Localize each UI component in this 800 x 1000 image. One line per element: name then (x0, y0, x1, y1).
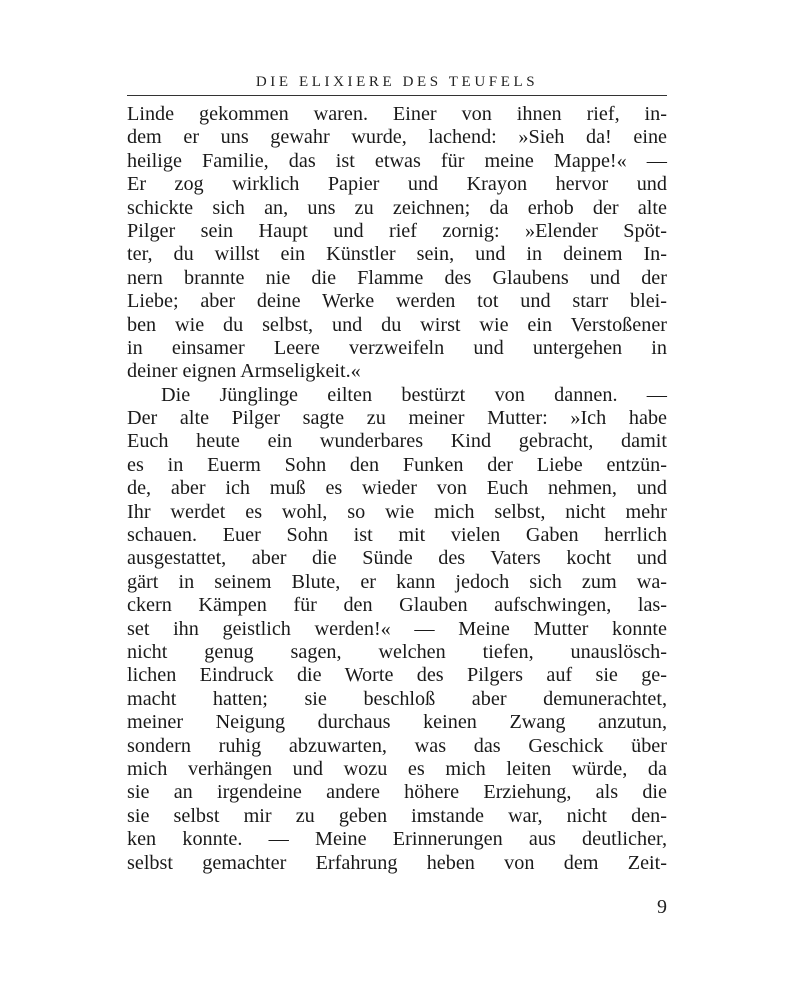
text-line: schickte sich an, uns zu zeichnen; da erhob der alte (127, 196, 667, 219)
text-line: selbst gemachter Erfahrung heben von dem Zeit- (127, 851, 667, 874)
text-line: gärt in seinem Blute, er kann jedoch sich zum wa- (127, 570, 667, 593)
text-line: schauen. Euer Sohn ist mit vielen Gaben herrlich (127, 524, 667, 547)
text-line: dem er uns gewahr wurde, lachend: »Sieh da! eine (127, 126, 667, 149)
text-line: macht hatten; sie beschloß aber demunerachtet, (127, 687, 667, 710)
paragraph-end-line: deiner eignen Armseligkeit.« (127, 360, 361, 383)
text-line: Der alte Pilger sagte zu meiner Mutter: »Ich habe (127, 407, 667, 430)
text-line: Liebe; aber deine Werke werden tot und starr blei- (127, 290, 667, 313)
text-line: nern brannte nie die Flamme des Glaubens und der (127, 266, 667, 289)
text-line: Er zog wirklich Papier und Krayon hervor und (127, 173, 667, 196)
text-line: ken konnte. — Meine Erinnerungen aus deutlicher, (127, 828, 667, 851)
text-line: set ihn geistlich werden!« — Meine Mutter konnte (127, 617, 667, 640)
text-line: sie selbst mir zu geben imstande war, nicht den- (127, 804, 667, 827)
text-line: meiner Neigung durchaus keinen Zwang anzutun, (127, 711, 667, 734)
text-line: ckern Kämpen für den Glauben aufschwingen, las- (127, 594, 667, 617)
text-line: ter, du willst ein Künstler sein, und in deinem In- (127, 243, 667, 266)
text-line: sie an irgendeine andere höhere Erziehung, als die (127, 781, 667, 804)
page-number: 9 (657, 896, 667, 918)
text-line: ausgestattet, aber die Sünde des Vaters kocht und (127, 547, 667, 570)
text-line: Pilger sein Haupt und rief zornig: »Elender Spöt- (127, 219, 667, 242)
text-line: mich verhängen und wozu es mich leiten würde, da (127, 757, 667, 780)
text-line: nicht genug sagen, welchen tiefen, unauslösch- (127, 640, 667, 663)
header-rule (127, 95, 667, 96)
text-line: es in Euerm Sohn den Funken der Liebe entzün- (127, 453, 667, 476)
running-head: DIE ELIXIERE DES TEUFELS (255, 74, 539, 90)
text-line: heilige Familie, das ist etwas für meine Mappe!« — (127, 149, 667, 172)
text-line: de, aber ich muß es wieder von Euch nehmen, und (127, 477, 667, 500)
text-line: ben wie du selbst, und du wirst wie ein Verstoßener (127, 313, 667, 336)
body-text (127, 103, 667, 875)
text-line: sondern ruhig abzuwarten, was das Geschick über (127, 734, 667, 757)
text-line: Linde gekommen waren. Einer von ihnen rief, in- (127, 103, 667, 125)
text-line: in einsamer Leere verzweifeln und untergehen in (127, 336, 667, 359)
paragraph-start-line: Die Jünglinge eilten bestürzt von dannen. — (161, 383, 667, 406)
text-line: Euch heute ein wunderbares Kind gebracht, damit (127, 430, 667, 453)
text-line: lichen Eindruck die Worte des Pilgers auf sie ge- (127, 664, 667, 687)
text-line: Ihr werdet es wohl, so wie mich selbst, nicht mehr (127, 500, 667, 523)
